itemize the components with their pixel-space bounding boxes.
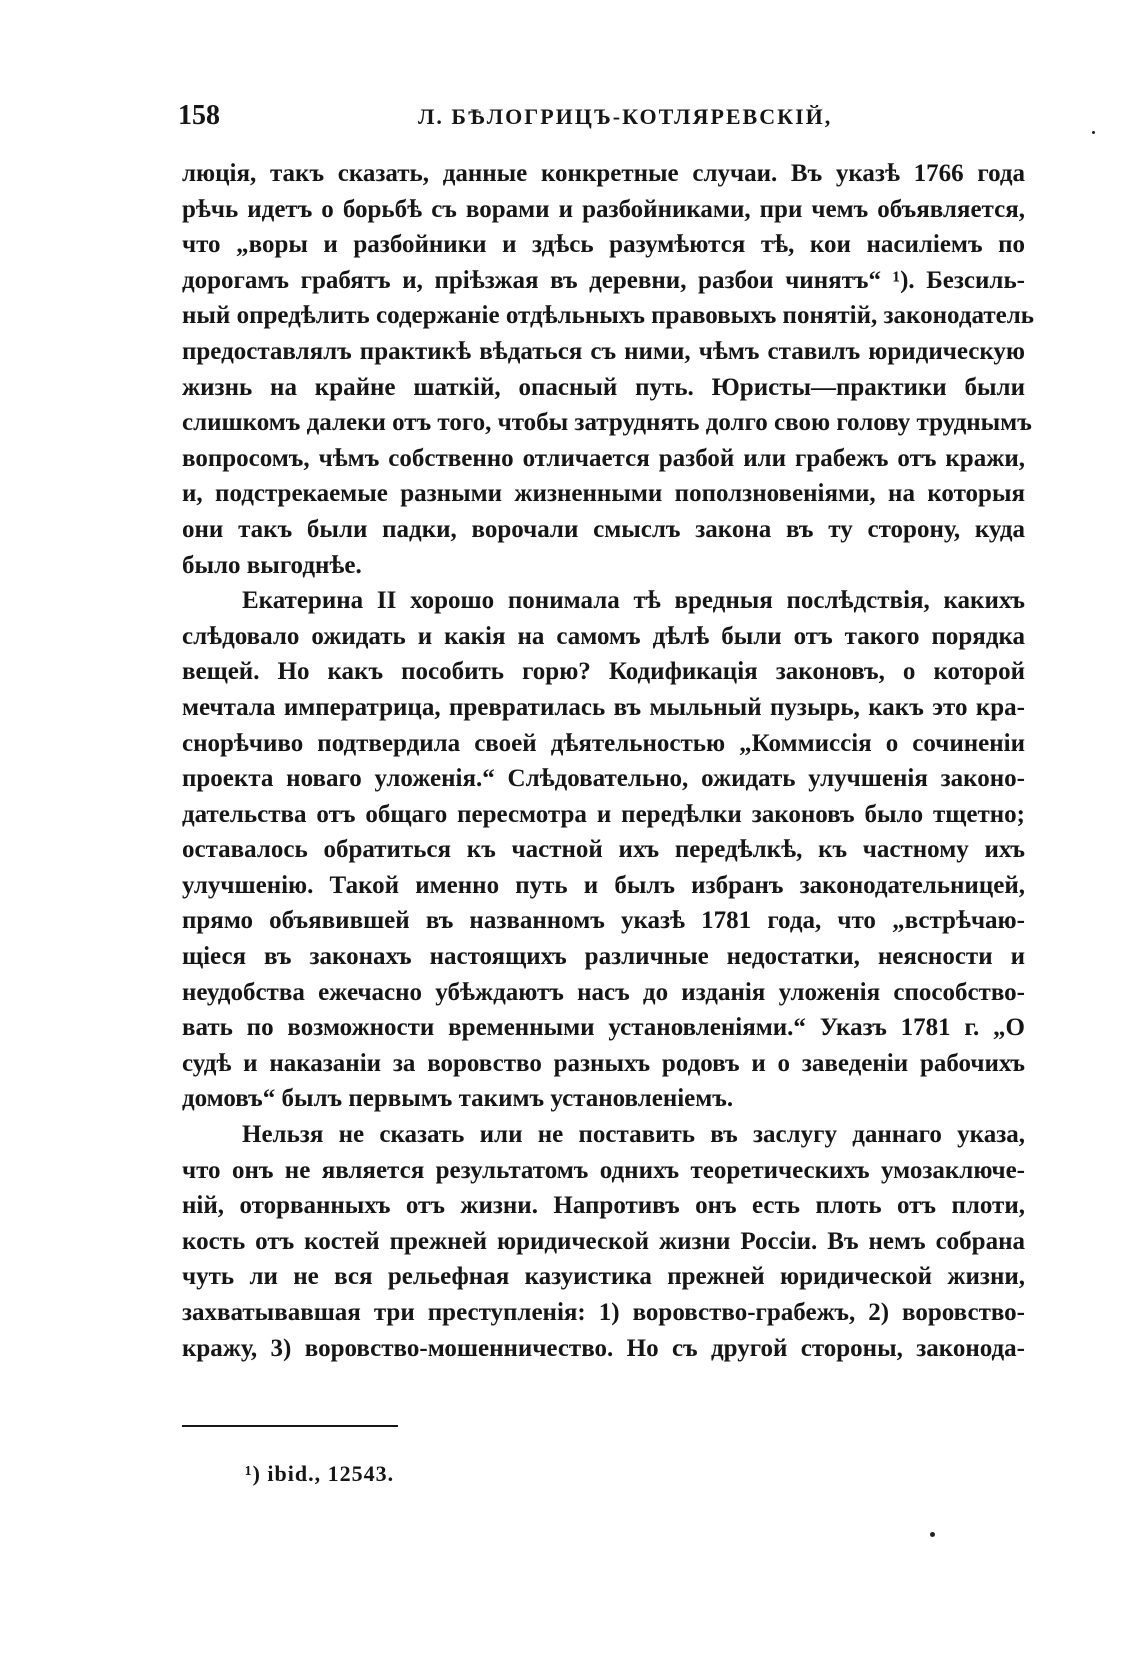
text-line: ній, оторванныхъ отъ жизни. Напротивъ онъ есть плоть отъ плоти, — [182, 1192, 1025, 1220]
text-line: кражу, 3) воровство-мошенничество. Но съ другой стороны, законода- — [182, 1334, 1025, 1362]
text-line: улучшенію. Такой именно путь и былъ избранъ законодательницей, — [182, 871, 1025, 899]
text-line: захватывавшая три преступленія: 1) воровство-грабежъ, 2) воровство- — [182, 1299, 1025, 1326]
text-line: слишкомъ далеки отъ того, чтобы затруднять долго свою голову труднымъ — [182, 409, 1032, 437]
text-line: чуть ли не вся рельефная казуистика прежней юридической жизни, — [182, 1263, 1025, 1291]
text-line: что „воры и разбойники и здѣсь разумѣются тѣ, кои насиліемъ по — [182, 231, 1025, 259]
text-line: дательства отъ общаго пересмотра и передѣлки законовъ было тщетно; — [182, 800, 1025, 828]
paragraph-end-line: домовъ“ былъ первымъ такимъ установленіемъ. — [182, 1085, 734, 1113]
text-line: ный опредѣлить содержаніе отдѣльныхъ правовыхъ понятій, законодатель — [182, 302, 1034, 330]
page-header — [178, 100, 1038, 140]
text-line: мечтала императрица, превратилась въ мыльный пузырь, какъ это кра- — [182, 693, 1025, 721]
running-head: Л. БѢЛОГРИЦЪ-КОТЛЯРЕВСКІЙ, — [418, 104, 833, 129]
text-line: прямо объявившей въ названномъ указѣ 1781 года, что „встрѣчаю- — [182, 907, 1025, 935]
text-line: рѣчь идетъ о борьбѣ съ ворами и разбойниками, при чемъ объявляется, — [182, 195, 1025, 223]
text-line: предоставлялъ практикѣ вѣдаться съ ними, чѣмъ ставилъ юридическую — [182, 337, 1025, 365]
speck-mark — [930, 1532, 935, 1537]
speck-mark — [1092, 131, 1095, 134]
text-line: судѣ и наказаніи за воровство разныхъ родовъ и о заведеніи рабочихъ — [182, 1049, 1025, 1077]
text-line: люція, такъ сказать, данные конкретные случаи. Въ указѣ 1766 года — [182, 160, 1025, 187]
text-line: проекта новаго уложенія.“ Слѣдовательно, ожидать улучшенія законо- — [182, 765, 1025, 793]
text-line: неудобства ежечасно убѣждаютъ насъ до изданія уложенія способство- — [182, 978, 1025, 1006]
text-line: вопросомъ, чѣмъ собственно отличается разбой или грабежъ отъ кражи, — [182, 444, 1025, 472]
text-line: оставалось обратиться къ частной ихъ передѣлкѣ, къ частному ихъ — [182, 836, 1025, 864]
text-line: снорѣчиво подтвердила своей дѣятельностью „Коммиссія о сочиненіи — [182, 729, 1025, 757]
body-text — [182, 156, 1034, 1366]
paragraph-start-line: Нельзя не сказать или не поставить въ заслугу даннаго указа, — [242, 1121, 1025, 1149]
text-line: что онъ не является результатомъ однихъ теоретическихъ умозаключе- — [182, 1156, 1025, 1184]
text-line: слѣдовало ожидать и какія на самомъ дѣлѣ были отъ такого порядка — [182, 622, 1025, 650]
text-line: дорогамъ грабятъ и, пріѣзжая въ деревни, разбои чинятъ“ ¹). Безсиль- — [182, 266, 1025, 294]
footnote-divider — [182, 1425, 398, 1427]
text-line: вать по возможности временными установленіями.“ Указъ 1781 г. „О — [182, 1014, 1025, 1042]
text-line: и, подстрекаемые разными жизненными поползновеніями, на которыя — [182, 480, 1025, 508]
paragraph-start-line: Екатерина II хорошо понимала тѣ вредныя послѣдствія, какихъ — [242, 587, 1025, 615]
footnote: ¹) ibid., 12543. — [245, 1461, 395, 1486]
text-line: они такъ были падки, ворочали смыслъ закона въ ту сторону, куда — [182, 515, 1025, 543]
text-line: щіеся въ законахъ настоящихъ различные недостатки, неясности и — [182, 943, 1025, 971]
paragraph-end-line: было выгоднѣе. — [182, 551, 362, 579]
page-number: 158 — [178, 100, 220, 131]
text-line: жизнь на крайне шаткій, опасный путь. Юристы—практики были — [182, 373, 1025, 401]
text-line: вещей. Но какъ пособить горю? Кодификація законовъ, о которой — [182, 658, 1025, 686]
text-line: кость отъ костей прежней юридической жизни Россіи. Въ немъ собрана — [182, 1227, 1025, 1255]
